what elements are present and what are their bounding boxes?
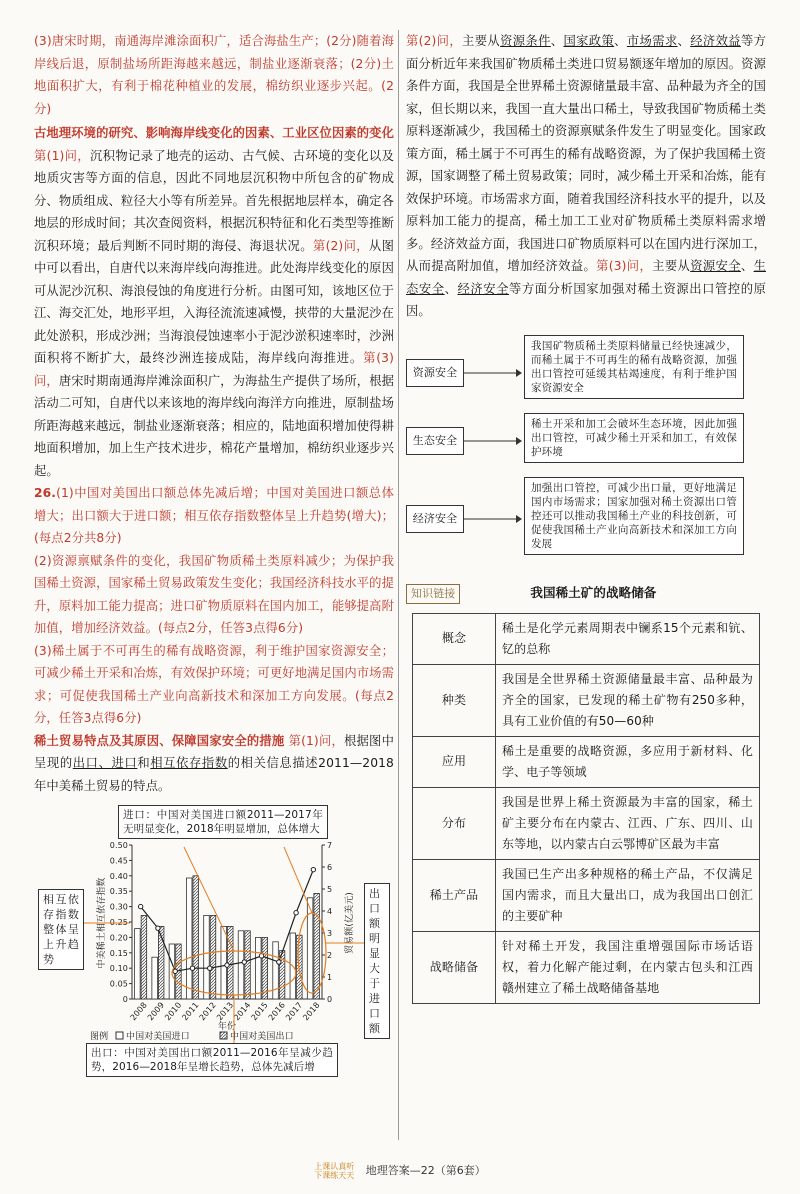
x-tick-label: 2008 xyxy=(128,1000,149,1023)
table-row xyxy=(413,931,760,1003)
dependency-index-point xyxy=(208,966,212,970)
keyword: 国家政策 xyxy=(563,34,615,48)
explanation-text: 、 xyxy=(740,259,754,273)
logo-line: 上课认真听 xyxy=(314,1162,355,1171)
dependency-index-point xyxy=(311,867,315,871)
import-bar xyxy=(221,926,227,999)
export-bar xyxy=(210,915,216,999)
row-value: 我国是全世界稀土资源储量最丰富、品种最为齐全的国家，已发现的稀土矿物有250多种，具有工业价值的有50—60种 xyxy=(496,664,760,736)
diagram-text: 稀土开采和加工会破坏生态环境，因此加强出口管控，可减少稀土开采和加工，有效保护环境 xyxy=(524,413,744,463)
row-key: 战略储备 xyxy=(413,931,496,1003)
x-tick-label: 2009 xyxy=(145,1000,167,1023)
table-row xyxy=(413,787,760,859)
explanation-text: 、 xyxy=(550,34,564,48)
x-tick-label: 2013 xyxy=(214,1000,236,1023)
x-tick-label: 2018 xyxy=(301,1000,322,1023)
explanation-paragraph xyxy=(34,122,394,482)
keyword: 出口、进口 xyxy=(72,756,138,770)
dependency-index-point xyxy=(242,960,246,964)
row-value: 稀土是重要的战略资源，多应用于新材料、化学、电子等领域 xyxy=(496,736,760,787)
explanation-text: 沉积物记录了地壳的运动、古气候、古环境的变化以及地质灾害等方面的信息，因此不同地层沉积物中所包含的矿物成分、物质组成、粒径大小等有所差异。首先根据地层样本，确定各地层的形成时间；其次查阅资料，根据沉积特征和化石类型等推断沉积环境；最后判断不同时期的海侵、海退状况。 xyxy=(34,148,394,253)
left-tick-label: 0 xyxy=(122,995,128,1004)
right-tick-label: 3 xyxy=(327,929,333,938)
row-key: 分布 xyxy=(413,787,496,859)
question-marker: 第(1)问， xyxy=(34,148,91,163)
left-tick-label: 0.25 xyxy=(109,918,128,927)
export-bar xyxy=(262,937,268,999)
annotation-left: 相互依存指数整体呈上升趋势 xyxy=(38,889,84,970)
dependency-index-point xyxy=(156,926,160,930)
answer-text: (3)稀土属于不可再生的稀有战略资源，利于维护国家资源安全；可减少稀土开采和冶炼，有效保护环境；可更好地满足国内市场需求；可促使我国稀土产业向高新技术和深加工方向发展。(每点2分，任答3点得6分) xyxy=(34,643,394,725)
page-footer xyxy=(0,1162,800,1180)
keyword: 市场需求 xyxy=(626,34,678,48)
explanation-paragraph xyxy=(34,730,394,798)
table-row xyxy=(413,613,760,664)
import-bar xyxy=(204,915,210,999)
explanation-text: 根据图中呈现的 xyxy=(34,733,394,770)
right-tick-label: 1 xyxy=(327,973,333,982)
diagram-text: 我国矿物质稀土类原料储量已经快速减少，而稀土属于不可再生的稀有战略资源，加强出口管控可延缓其枯竭速度，有利于维护国家资源安全 xyxy=(524,335,744,399)
right-tick-label: 2 xyxy=(327,951,333,960)
left-tick-label: 0.35 xyxy=(109,887,128,897)
security-diagram xyxy=(406,331,766,571)
logo-line: 下课练天天 xyxy=(314,1171,355,1180)
export-bar xyxy=(228,926,234,999)
explanation-text: 、 xyxy=(614,34,627,48)
knowledge-link-title: 我国稀土矿的战略储备 xyxy=(530,585,657,601)
left-tick-label: 0.50 xyxy=(109,841,128,850)
annotation-right: 出口额明显大于进口额 xyxy=(364,883,390,1039)
question-marker: 第(3)问， xyxy=(34,351,394,388)
annotation-bottom: 出口：中国对美国出口额2011—2016年呈减少趋势，2016—2018年呈增长趋势，总体先减后增 xyxy=(86,1043,338,1077)
knowledge-link-header xyxy=(406,581,766,607)
explanation-text: 等方面分析近年来我国矿物质稀土类进口贸易额逐年增加的原因。资源条件方面，我国是全世界稀土资源储量最丰富、品种最为齐全的国家，但长期以来，我国一直大量出口稀土，导致我国矿物质稀土类原料逐渐减少，我国稀土的资源禀赋条件发生了明显变化。国家政策方面，稀土属于不可再生的稀有战略资源，为了保护我国稀土资源，国家调整了稀土贸易政策；同时，减少稀土开采和冶炼，能有效保护环境。市场需求方面，随着我国经济科技水平的提升，以及原料加工能力的提高，稀土加工工业对矿物质稀土类原料需求增多。经济效益方面，我国进口矿物质原料可以在国内进行深加工，从而提高附加值，增加经济效益。 xyxy=(406,34,767,273)
annotation-top: 进口：中国对美国进口额2011—2017年无明显变化，2018年明显增加，总体增大 xyxy=(118,805,328,839)
dependency-index-point xyxy=(173,969,177,973)
row-key: 应用 xyxy=(413,736,496,787)
import-bar xyxy=(186,878,192,999)
knowledge-link-tag: 知识链接 xyxy=(406,584,460,604)
right-tick-label: 5 xyxy=(327,885,333,894)
row-key: 概念 xyxy=(413,613,496,664)
keyword: 资源安全 xyxy=(690,259,741,273)
import-bar xyxy=(256,937,262,999)
explanation-text: 唐宋时期南通海岸滩涂面积广，为海盐生产提供了场所，根据活动二可知，自唐代以来该地的海岸线向海洋方向推进，原制盐场所距海越来越远，制盐业逐渐衰落；相应的，陆地面积增加使得耕地面积增加，加上生产技术进步，棉花产量增加，棉纺织业逐步兴起。 xyxy=(34,373,395,478)
keyword: 生态安全 xyxy=(406,259,766,296)
right-axis-label: 贸易额(亿美元) xyxy=(345,892,355,954)
right-tick-label: 4 xyxy=(327,907,333,916)
q26-answers xyxy=(34,482,394,730)
column-divider xyxy=(398,30,399,1140)
export-bar xyxy=(193,876,199,999)
row-value: 稀土是化学元素周期表中镧系15个元素和钪、钇的总称 xyxy=(496,613,760,664)
left-tick-label: 0.05 xyxy=(109,979,128,989)
page-number: 地理答案—22（第6套） xyxy=(365,1164,486,1177)
import-bar xyxy=(152,957,158,999)
legend-swatch-import xyxy=(116,1032,123,1039)
explanation-text: 、 xyxy=(677,34,691,48)
legend-title: 图例 xyxy=(90,1032,109,1042)
keyword: 经济效益 xyxy=(690,34,741,48)
answer-text: (2)资源禀赋条件的变化，我国矿物质稀土类原料减少；为保护我国稀土资源，国家稀土贸易政策发生变化；我国经济科技水平的提升，原料加工能力提高；进口矿物质原料在国内加工，能够提高附加值，增加经济效益。(每点2分，任答3点得6分) xyxy=(34,553,394,635)
answer-paragraph: (3)唐宋时期，南通海岸滩涂面积广，适合海盐生产；(2分)随着海岸线后退，原制盐场所距海越来越远，制盐业逐渐衰落；(2分)土地面积扩大，有利于棉花种植业的发展，棉纺织业逐步兴起。(2分) xyxy=(34,34,394,116)
section-title: 古地理环境的研究、影响海岸线变化的因素、工业区位因素的变化 xyxy=(34,126,394,140)
explanation-text: 从图中可以看出，自唐代以来海岸线向海推进。此处海岸线变化的原因可从泥沙沉积、海浪侵蚀的角度进行分析。由图可知，该地区位于江、海交汇处，地形平坦，入海径流流速减慢，挟带的大量泥沙在此处淤积，形成沙洲；当海浪侵蚀速率小于泥沙淤积速率时，沙洲面积将不断扩大，最终沙洲连接成陆，海岸线向海推进。 xyxy=(34,238,394,365)
explanation-text: 、 xyxy=(444,281,458,296)
dependency-index-point xyxy=(190,966,194,970)
table-row xyxy=(413,859,760,931)
left-column xyxy=(34,30,394,1083)
row-value: 针对稀土开发，我国注重增强国际市场话语权，着力化解产能过剩，在内蒙古包头和江西赣州建立了稀土战略储备基地 xyxy=(496,931,760,1003)
explanation-text: 和 xyxy=(137,756,151,770)
keyword: 经济安全 xyxy=(457,281,509,296)
left-tick-label: 0.20 xyxy=(109,933,128,943)
question-marker: 第(1)问， xyxy=(288,733,345,748)
right-tick-label: 7 xyxy=(327,841,333,850)
diagram-label: 资源安全 xyxy=(406,359,464,387)
chart-canvas xyxy=(34,803,394,1083)
row-key: 种类 xyxy=(413,664,496,736)
legend-label: 中国对美国出口 xyxy=(230,1032,294,1042)
x-tick-label: 2017 xyxy=(284,1000,305,1023)
left-axis-label: 中美稀土相互依存指数 xyxy=(97,877,107,969)
diagram-label: 生态安全 xyxy=(406,427,464,455)
keyword: 资源条件 xyxy=(500,34,551,48)
x-tick-label: 2014 xyxy=(232,1000,253,1023)
explanation-paragraph xyxy=(406,30,766,323)
right-tick-label: 0 xyxy=(327,995,333,1004)
import-bar xyxy=(238,931,244,999)
dependency-index-point xyxy=(294,911,298,915)
annotation-pointer xyxy=(284,847,312,913)
row-value: 我国已生产出多种规格的稀土产品，不仅满足国内需求，而且大量出口，成为我国出口创汇的主要矿种 xyxy=(496,859,760,931)
explanation-text: 主要从 xyxy=(462,34,501,48)
right-column xyxy=(406,30,766,1004)
dependency-index-point xyxy=(277,960,281,964)
left-tick-label: 0.10 xyxy=(109,964,128,974)
diagram-text: 加强出口管控，可减少出口量，更好地满足国内市场需求；国家加强对稀土资源出口管控还可以推动我国稀土产业的科技创新，可促使我国稀土产业向高新技术和深加工方向发展 xyxy=(524,477,744,555)
explanation-text: 主要从 xyxy=(652,259,691,273)
keyword: 相互依存指数 xyxy=(150,756,228,770)
dependency-index-line xyxy=(141,870,314,972)
dependency-index-point xyxy=(225,963,229,967)
section-title: 稀土贸易特点及其原因、保障国家安全的措施 xyxy=(34,733,285,748)
trade-chart xyxy=(34,803,394,1083)
x-tick-label: 2010 xyxy=(163,1000,184,1023)
left-tick-label: 0.45 xyxy=(109,856,128,866)
explanation-text: 等方面分析国家加强对稀土资源出口管控的原因。 xyxy=(406,281,766,318)
x-tick-label: 2015 xyxy=(249,1000,270,1023)
answer-text: (1)中国对美国出口额总体先减后增；中国对美国进口额总体增大；出口额大于进口额；相互依存指数整体呈上升趋势(增大)；(每点2分共8分) xyxy=(34,486,394,545)
knowledge-table xyxy=(412,613,760,1004)
x-tick-label: 2012 xyxy=(197,1000,218,1023)
question-marker: 第(2)问， xyxy=(406,34,463,48)
right-tick-label: 6 xyxy=(327,863,333,872)
footer-logo xyxy=(314,1162,354,1180)
x-axis-label: 年份 xyxy=(217,1022,237,1032)
question-number: 26. xyxy=(34,486,57,500)
x-tick-label: 2016 xyxy=(266,1000,288,1023)
question-marker: 第(2)问， xyxy=(312,238,369,253)
legend-swatch-export xyxy=(220,1032,227,1039)
row-value: 我国是世界上稀土资源最为丰富的国家，稀土矿主要分布在内蒙古、江西、广东、四川、山东等地，以内蒙古白云鄂博矿区最为丰富 xyxy=(496,787,760,859)
dependency-index-point xyxy=(259,954,263,958)
export-bar xyxy=(314,893,320,999)
import-bar xyxy=(135,929,141,999)
dependency-index-point xyxy=(138,904,142,908)
left-tick-label: 0.30 xyxy=(109,902,128,912)
table-row xyxy=(413,736,760,787)
left-tick-label: 0.40 xyxy=(109,871,128,881)
table-row xyxy=(413,664,760,736)
legend-label: 中国对美国进口 xyxy=(126,1032,190,1042)
explanation-text: 的相关信息描述2011—2018年中美稀土贸易的特点。 xyxy=(34,756,394,793)
export-bar xyxy=(141,915,147,999)
x-tick-label: 2011 xyxy=(180,1000,201,1023)
diagram-label: 经济安全 xyxy=(406,505,464,533)
row-key: 稀土产品 xyxy=(413,859,496,931)
left-tick-label: 0.15 xyxy=(109,948,128,958)
question-marker: 第(3)问， xyxy=(596,259,653,273)
export-bar xyxy=(245,931,251,999)
